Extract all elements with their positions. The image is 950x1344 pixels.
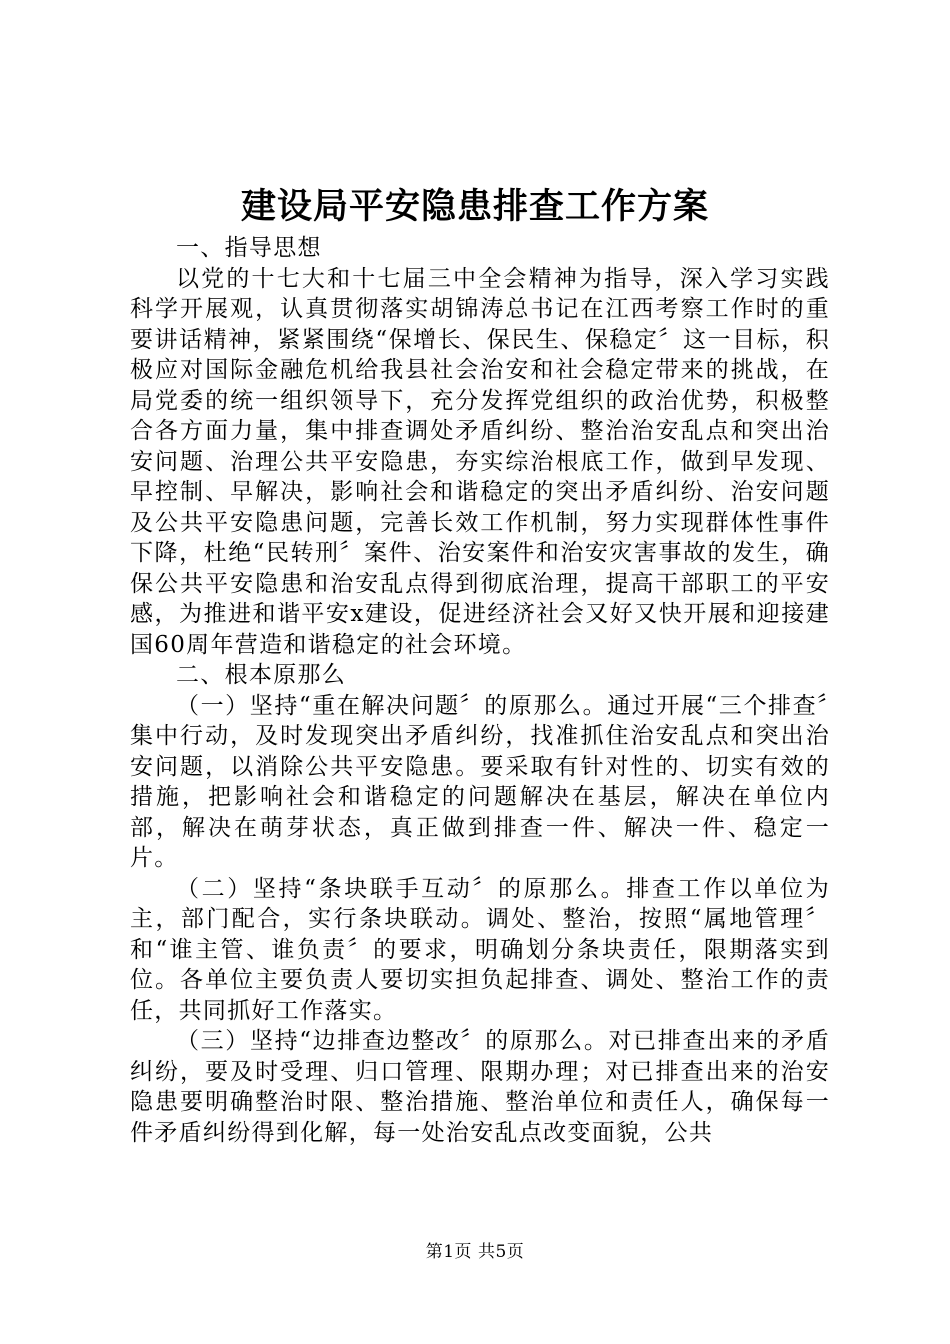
document-title: 建设局平安隐患排查工作方案 (240, 186, 709, 227)
paragraph-principle-3: （三）坚持“边排查边整改〞的原那么。对已排查出来的矛盾纠纷，要及时受理、归口管理、限期办理；对已排查出来的治安隐患要明确整治时限、整治措施、整治单位和责任人，确保每一件矛盾纠纷得到化解，每一处治安乱点改变面貌，公共 (130, 1028, 830, 1146)
paragraph-principle-1: （一）坚持“重在解决问题〞的原那么。通过开展“三个排查〞集中行动，及时发现突出矛盾纠纷，找准抓住治安乱点和突出治安问题，以消除公共平安隐患。要采取有针对性的、切实有效的措施，把影响社会和谐稳定的问题解决在基层，解决在单位内部，解决在萌芽状态，真正做到排查一件、解决一件、稳定一片。 (130, 692, 830, 871)
paragraph-guiding-ideology: 以党的十七大和十七届三中全会精神为指导，深入学习实践科学开展观，认真贯彻落实胡锦涛总书记在江西考察工作时的重要讲话精神，紧紧围绕“保增长、保民生、保稳定〞这一目标，积极应对国际金融危机给我县社会治安和社会稳定带来的挑战，在局党委的统一组织领导下，充分发挥党组织的政治优势，积极整合各方面力量，集中排查调处矛盾纠纷、整治治安乱点和突出治安问题、治理公共平安隐患，夯实综治根底工作，做到早发现、早控制、早解决，影响社会和谐稳定的突出矛盾纠纷、治安问题及公共平安隐患问题，完善长效工作机制，努力实现群体性事件下降，杜绝“民转刑〞案件、治安案件和治安灾害事故的发生，确保公共平安隐患和治安乱点得到彻底治理，提高干部职工的平安感，为推进和谐平安x建设，促进经济社会又好又快开展和迎接建国60周年营造和谐稳定的社会环境。 (130, 265, 830, 658)
paragraph-principle-2: （二）坚持“条块联手互动〞的原那么。排查工作以单位为主，部门配合，实行条块联动。调处、整治，按照“属地管理〞和“谁主管、谁负责〞的要求，明确划分条块责任，限期落实到位。各单位主要负责人要切实担负起排查、调处、整治工作的责任，共同抓好工作落实。 (130, 875, 830, 1024)
document-body (130, 233, 830, 1148)
page-footer: 第1页 共5页 (425, 1242, 525, 1262)
section-heading-basic-principles: 二、根本原那么 (176, 662, 347, 688)
section-heading-guiding-ideology: 一、指导思想 (176, 235, 322, 261)
